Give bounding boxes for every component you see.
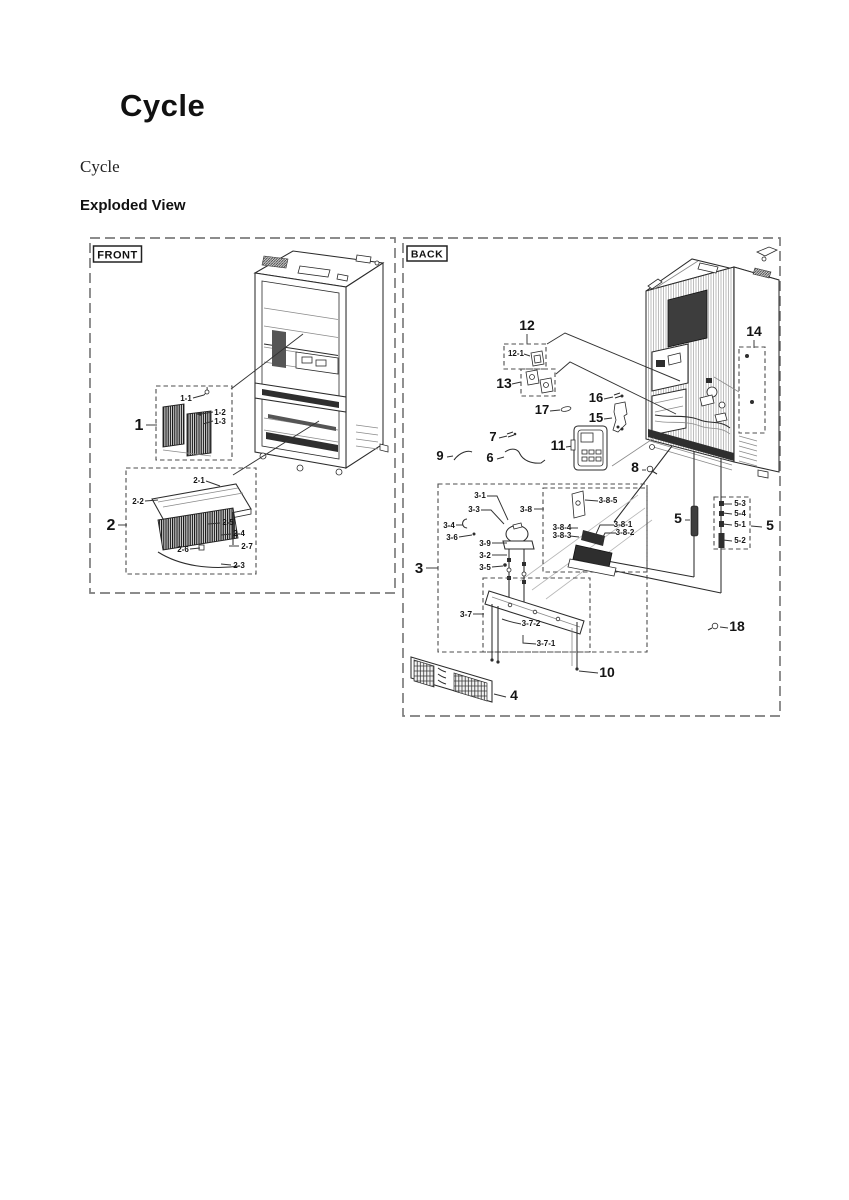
callout-5-right: 5 <box>766 517 774 533</box>
callout-3-8: 3-8 <box>519 504 533 514</box>
callout-3-7-1: 3-7-1 <box>536 639 556 648</box>
callout-1-3: 1-3 <box>214 417 226 426</box>
callout-3-7: 3-7 <box>459 609 473 619</box>
callout-9: 9 <box>436 448 444 463</box>
callout-14: 14 <box>746 323 762 339</box>
callout-2-7: 2-7 <box>241 542 253 551</box>
callout-3-8-5: 3-8-5 <box>598 496 618 505</box>
callout-2-1: 2-1 <box>193 476 205 485</box>
dryer-part-5 <box>691 506 698 536</box>
part-group-4-grille <box>411 657 518 703</box>
valve-part-upper <box>581 530 605 546</box>
callout-7: 7 <box>489 429 497 444</box>
callout-11: 11 <box>550 437 566 453</box>
page-title: Cycle <box>120 88 206 123</box>
back-view-panel <box>403 238 780 716</box>
back-label: BACK <box>410 248 444 261</box>
cover-part-11 <box>571 426 607 470</box>
callout-13: 13 <box>496 375 512 391</box>
callout-3-5: 3-5 <box>479 563 491 572</box>
part-group-3-8-compressor-valve <box>543 488 647 576</box>
callout-3-8-1: 3-8-1 <box>613 520 633 529</box>
clip-part-17 <box>561 406 572 412</box>
callout-8: 8 <box>631 459 639 475</box>
callout-3-8-3: 3-8-3 <box>552 531 572 540</box>
callout-10: 10 <box>599 664 615 680</box>
callout-5-3: 5-3 <box>734 499 746 508</box>
callout-2-5: 2-5 <box>222 518 234 527</box>
part-group-3-7-bracket <box>460 578 590 664</box>
callout-6: 6 <box>486 450 494 465</box>
screw-part-7 <box>507 432 516 437</box>
callout-5-2: 5-2 <box>734 536 746 545</box>
callout-2: 2 <box>106 517 116 534</box>
callout-3-6: 3-6 <box>446 533 458 542</box>
callout-3-3: 3-3 <box>468 505 480 514</box>
tube-part-6 <box>505 449 545 463</box>
section-heading: Exploded View <box>80 197 186 214</box>
callout-18: 18 <box>729 618 745 634</box>
callout-3-7-2: 3-7-2 <box>521 619 541 628</box>
part-group-3-valve-assembly <box>415 484 647 664</box>
callout-4: 4 <box>510 687 518 703</box>
callout-2-3: 2-3 <box>233 561 245 570</box>
callout-2-4: 2-4 <box>233 529 245 538</box>
page-subtitle: Cycle <box>80 157 120 176</box>
tube-part-9 <box>454 451 472 460</box>
part-group-18-bolt <box>708 618 745 634</box>
callout-3-2: 3-2 <box>479 551 491 560</box>
callout-2-2: 2-2 <box>132 497 144 506</box>
back-label-badge <box>407 246 447 261</box>
part-group-1-evaporator <box>135 386 232 460</box>
callout-3-9: 3-9 <box>479 539 491 548</box>
part-group-small-fittings <box>436 390 657 475</box>
callout-5-4: 5-4 <box>734 509 746 518</box>
callout-2-6: 2-6 <box>177 545 189 554</box>
clip-part-3-4 <box>463 519 468 528</box>
back-refrigerator-drawing <box>646 247 779 478</box>
front-refrigerator-drawing <box>255 251 388 475</box>
callout-3: 3 <box>414 560 424 577</box>
callout-3-8-4: 3-8-4 <box>552 523 572 532</box>
part-group-2-drain-heater <box>107 468 256 574</box>
callout-12-1: 12-1 <box>507 349 525 358</box>
callout-3-4: 3-4 <box>443 521 455 530</box>
front-label-badge <box>94 246 142 262</box>
callout-5-1: 5-1 <box>734 520 746 529</box>
callout-1-1: 1-1 <box>180 394 192 403</box>
callout-3-1: 3-1 <box>474 491 486 500</box>
callout-1-2: 1-2 <box>214 408 226 417</box>
callout-1: 1 <box>134 417 144 434</box>
front-label: FRONT <box>97 249 138 262</box>
front-view-panel <box>90 238 395 593</box>
callout-17: 17 <box>534 402 550 417</box>
bracket-part-15 <box>613 402 627 432</box>
callout-3-8-2: 3-8-2 <box>615 528 635 537</box>
callout-16: 16 <box>588 390 604 405</box>
valve-dome <box>503 523 534 604</box>
callout-12: 12 <box>519 317 535 333</box>
callout-15: 15 <box>588 410 604 425</box>
callout-5-left: 5 <box>674 510 682 526</box>
screw-part-16 <box>614 393 624 398</box>
